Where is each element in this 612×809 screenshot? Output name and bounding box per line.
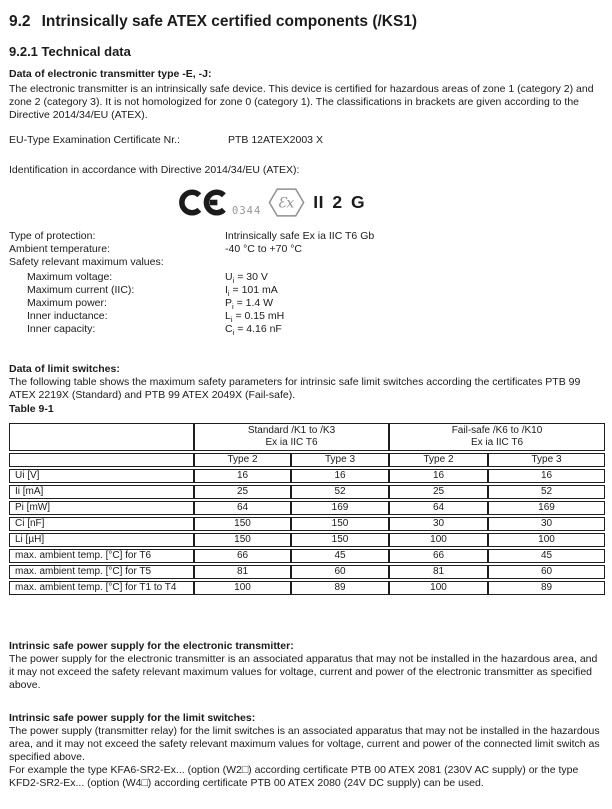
type-header-cell: Type 2 — [194, 453, 291, 467]
group-header-line2: Ex ia IIC T6 — [265, 437, 318, 448]
param-value-cell: 150 — [291, 517, 389, 531]
property-value: -40 °C to +70 °C — [225, 243, 302, 255]
limit-switches-heading: Data of limit switches: — [9, 363, 120, 375]
param-value-cell: 25 — [194, 485, 291, 499]
table-row — [9, 501, 605, 515]
table-row — [9, 549, 605, 563]
transmitter-data-heading: Data of electronic transmitter type -E, -J: — [9, 68, 212, 80]
property-label: Maximum power: — [27, 297, 107, 309]
property-row — [9, 243, 605, 256]
property-value — [225, 271, 268, 284]
table-group-header-row — [9, 423, 605, 451]
param-label-cell: Ci [nF] — [9, 517, 194, 531]
ex-symbol-text: Ɛx — [278, 195, 295, 212]
property-row — [9, 271, 605, 284]
limit-switch-table — [9, 421, 605, 597]
param-label-cell: Li [µH] — [9, 533, 194, 547]
group-header-line2: Ex ia IIC T6 — [470, 437, 524, 448]
group-header-line1: Standard /K1 to /K3 — [247, 425, 336, 436]
table-caption: Table 9-1 — [9, 403, 54, 415]
power-supply-switches-body: The power supply (transmitter relay) for the limit switches is an associated apparatus that may not be installed in the hazardous area, and it may not exceed the safety relevant maximum values for voltage, current and power of the connected limit switch as specified above. — [9, 725, 600, 763]
quantity-subscript: i — [232, 276, 235, 286]
property-value — [225, 297, 273, 310]
param-label-cell: max. ambient temp. [°C] for T6 — [9, 549, 194, 563]
notified-body-number: 0344 — [232, 205, 262, 217]
param-label-cell: Ii [mA] — [9, 485, 194, 499]
subsection-title: 9.2.1 Technical data — [9, 44, 131, 59]
param-value-cell: 45 — [291, 549, 389, 563]
param-value-cell: 66 — [389, 549, 488, 563]
param-value-cell: 30 — [488, 517, 605, 531]
param-value-cell: 25 — [389, 485, 488, 499]
power-supply-transmitter-body: The power supply for the electronic transmitter is an associated apparatus that may not be installed in the hazardous area, and it may not exceed the safety relevant maximum values for voltage, current and power of the electronic transmitter as specified above. — [9, 653, 598, 691]
param-value-cell: 100 — [194, 581, 291, 595]
param-value-cell: 64 — [194, 501, 291, 515]
quantity-subscript: i — [232, 302, 234, 312]
quantity-subscript: i — [230, 315, 233, 325]
table-row — [9, 485, 605, 499]
param-value-cell: 81 — [389, 565, 488, 579]
param-value-cell: 89 — [488, 581, 605, 595]
property-value — [225, 310, 284, 323]
param-value-cell: 66 — [194, 549, 291, 563]
type-header-cell: Type 3 — [291, 453, 389, 467]
group-header-standard — [194, 423, 389, 451]
atex-category: II 2 G — [313, 191, 366, 212]
ex-hexagon-icon — [268, 187, 305, 218]
param-label-cell: Pi [mW] — [9, 501, 194, 515]
param-value-cell: 100 — [389, 533, 488, 547]
quantity-value: = 101 mA — [232, 284, 278, 296]
type-header-cell: Type 2 — [389, 453, 488, 467]
property-label: Inner inductance: — [27, 310, 108, 322]
param-value-cell: 150 — [194, 517, 291, 531]
param-value-cell: 100 — [488, 533, 605, 547]
group-header-line1: Fail-safe /K6 to /K10 — [451, 425, 543, 436]
param-value-cell: 52 — [291, 485, 389, 499]
param-value-cell: 169 — [291, 501, 389, 515]
param-value-cell: 16 — [488, 469, 605, 483]
param-value-cell: 16 — [291, 469, 389, 483]
param-value-cell: 150 — [194, 533, 291, 547]
property-value — [225, 323, 282, 336]
quantity-value: = 4.16 nF — [237, 323, 282, 335]
property-label: Ambient temperature: — [9, 243, 110, 255]
param-value-cell: 16 — [389, 469, 488, 483]
param-value-cell: 100 — [389, 581, 488, 595]
table-type-header-row — [9, 453, 605, 467]
param-value-cell: 52 — [488, 485, 605, 499]
property-label: Safety relevant maximum values: — [9, 256, 164, 268]
param-value-cell: 81 — [194, 565, 291, 579]
section-title: Intrinsically safe ATEX certified components (/KS1) — [41, 13, 418, 30]
quantity-value: = 1.4 W — [236, 297, 274, 309]
property-value: Intrinsically safe Ex ia IIC T6 Gb — [225, 230, 375, 242]
param-label-cell: max. ambient temp. [°C] for T1 to T4 — [9, 581, 194, 595]
param-value-cell: 89 — [291, 581, 389, 595]
ce-mark-icon — [179, 188, 231, 217]
quantity-symbol: P — [225, 297, 233, 309]
property-value — [225, 284, 278, 297]
property-label: Maximum current (IIC): — [27, 284, 135, 296]
group-header-failsafe — [389, 423, 605, 451]
param-label-cell: Ui [V] — [9, 469, 194, 483]
param-value-cell: 60 — [291, 565, 389, 579]
type-header-cell: Type 3 — [488, 453, 605, 467]
property-row — [9, 284, 605, 297]
empty-header-cell — [9, 423, 194, 451]
param-value-cell: 16 — [194, 469, 291, 483]
property-row — [9, 323, 605, 336]
param-value-cell: 150 — [291, 533, 389, 547]
certificate-value: PTB 12ATEX2003 X — [228, 134, 323, 146]
property-row — [9, 230, 605, 243]
param-value-cell: 64 — [389, 501, 488, 515]
param-value-cell: 169 — [488, 501, 605, 515]
limit-switches-description: The following table shows the maximum safety parameters for intrinsic safe limit switches according the certificates PTB 99 ATEX 2219X (Standard) and PTB 99 ATEX 2049X (Fail-safe). — [9, 376, 581, 401]
param-label-cell: max. ambient temp. [°C] for T5 — [9, 565, 194, 579]
power-supply-switches-heading: Intrinsic safe power supply for the limit switches: — [9, 712, 256, 724]
param-value-cell: 45 — [488, 549, 605, 563]
protection-properties — [9, 230, 605, 336]
certificate-row — [9, 134, 605, 147]
quantity-subscript: i — [232, 328, 235, 338]
property-label: Type of protection: — [9, 230, 96, 242]
quantity-subscript: i — [227, 289, 230, 299]
certificate-label: EU-Type Examination Certificate Nr.: — [9, 134, 180, 146]
atex-marking — [179, 186, 605, 218]
quantity-symbol: C — [225, 323, 233, 335]
property-label: Inner capacity: — [27, 323, 96, 335]
table-row — [9, 469, 605, 483]
table-row — [9, 533, 605, 547]
transmitter-description: The electronic transmitter is an intrinsically safe device. This device is certified for hazardous areas of zone 1 (category 2) and zone 2 (category 3). It is not homologized for zone 0 (category 1). The classifications in brackets are given according to the Directive 2014/34/EU (ATEX). — [9, 83, 594, 121]
param-value-cell: 30 — [389, 517, 488, 531]
page-title — [9, 12, 605, 31]
power-supply-transmitter-heading: Intrinsic safe power supply for the electronic transmitter: — [9, 640, 294, 652]
quantity-value: = 0.15 mH — [235, 310, 285, 322]
section-number: 9.2 — [9, 13, 31, 30]
table-row — [9, 581, 605, 595]
power-supply-switches-example: For example the type KFA6-SR2-Ex... (option (W2□) according certificate PTB 00 ATEX 2081 (230V AC supply) or the type KFD2-SR2-Ex... (option (W4□) according certificate PTB 00 ATEX 2080 (24V DC supply) can be used. — [9, 764, 579, 789]
quantity-value: = 30 V — [237, 271, 268, 283]
quantity-symbol: U — [225, 271, 233, 283]
property-row — [9, 297, 605, 310]
param-value-cell: 60 — [488, 565, 605, 579]
table-row — [9, 517, 605, 531]
empty-header-cell — [9, 453, 194, 467]
property-row — [9, 310, 605, 323]
property-label: Maximum voltage: — [27, 271, 113, 283]
property-row — [9, 256, 605, 269]
table-row — [9, 565, 605, 579]
identification-label: Identification in accordance with Directive 2014/34/EU (ATEX): — [9, 164, 300, 176]
quantity-symbol: I — [225, 284, 228, 296]
quantity-symbol: L — [225, 310, 231, 322]
